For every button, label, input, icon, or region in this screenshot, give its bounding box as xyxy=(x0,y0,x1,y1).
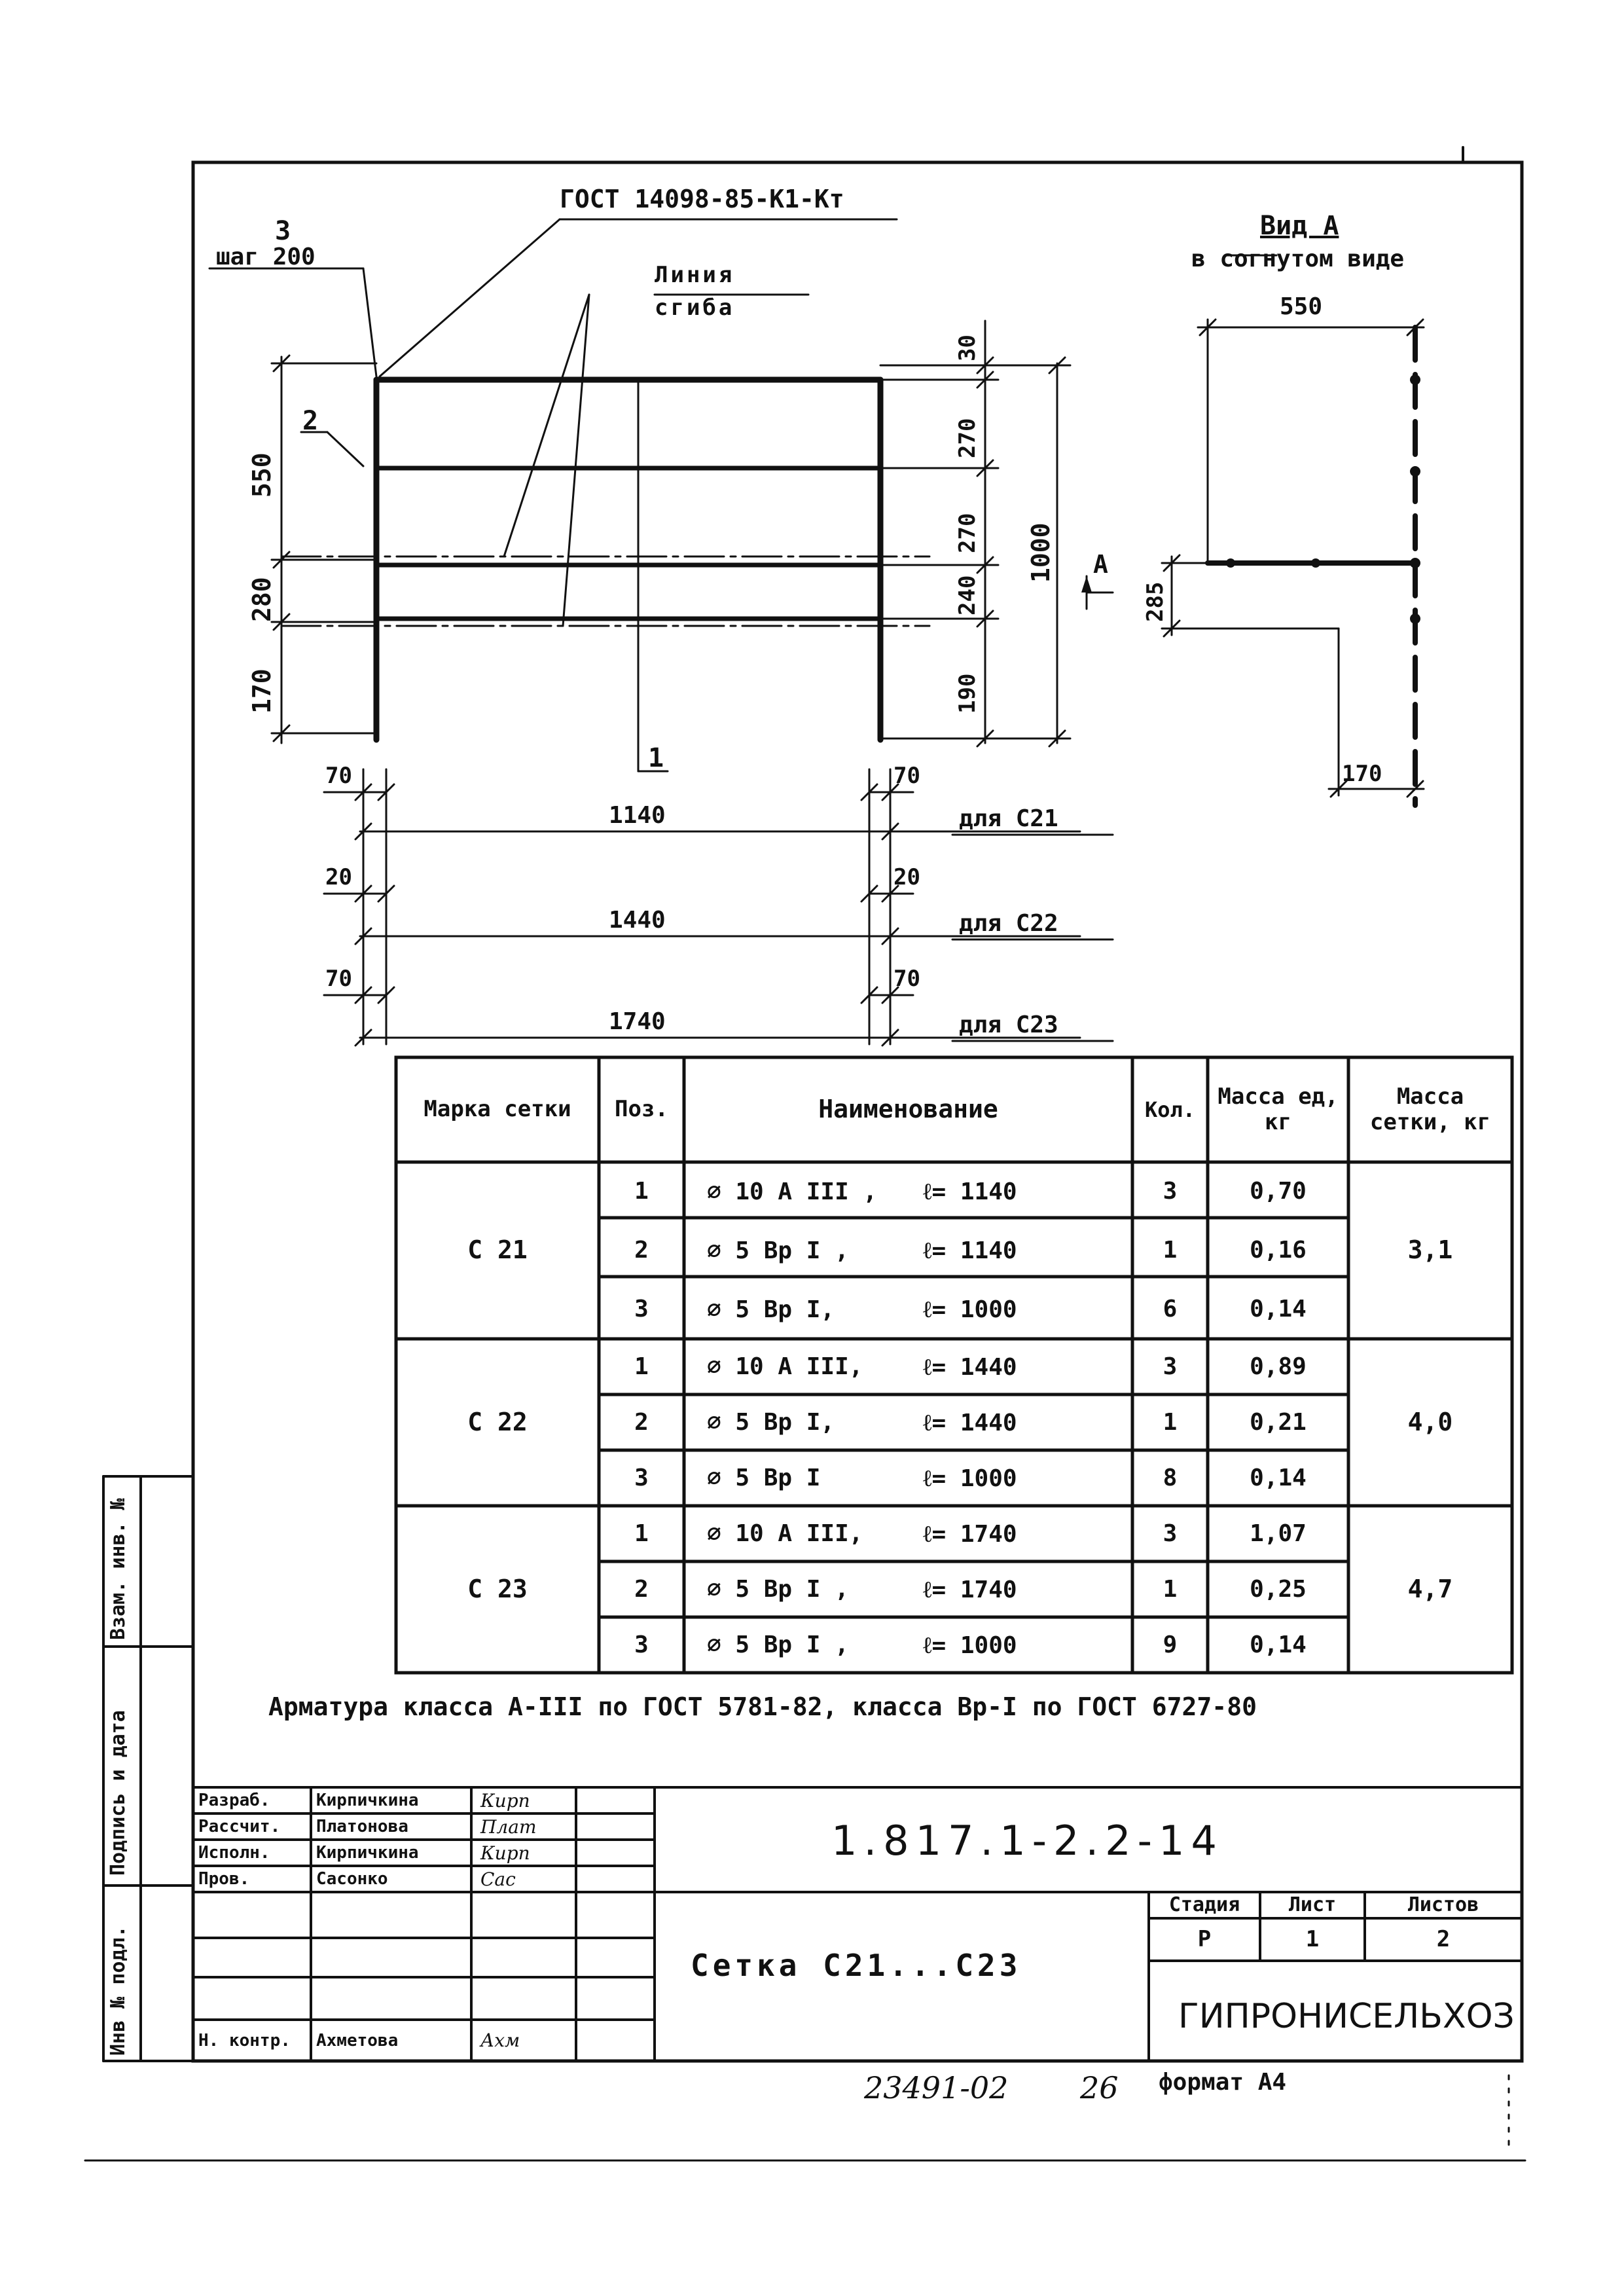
row3-right-offset: 70 xyxy=(893,966,920,992)
stage-label: Стадия xyxy=(1168,1893,1240,1916)
row-pos: 1 xyxy=(634,1353,649,1380)
header-unit-mass: Масса ед, кг xyxy=(1218,1083,1339,1135)
signoff-role xyxy=(194,1892,311,1938)
row-pos: 1 xyxy=(634,1520,649,1547)
row-name: ⌀ 5 Вр I , xyxy=(707,1631,849,1658)
reinforcement-note: Арматура класса А-III по ГОСТ 5781-82, класса Вр-I по ГОСТ 6727-80 xyxy=(268,1692,1257,1721)
row-length: ℓ= 1140 xyxy=(923,1178,1017,1205)
row-unit-mass: 1,07 xyxy=(1250,1520,1307,1547)
view-a-dim-285: 285 xyxy=(1142,581,1168,622)
row2-right-offset: 20 xyxy=(893,864,920,890)
signoff-name: Сасонко xyxy=(316,1869,388,1889)
signoff-signature: Кирп xyxy=(480,1789,530,1812)
mesh-total-mass: 3,1 xyxy=(1407,1235,1453,1265)
bend-line-label-2: сгиба xyxy=(655,295,735,321)
row-length: ℓ= 1740 xyxy=(923,1520,1017,1548)
signoff-signature xyxy=(473,1977,576,2020)
row-qty: 3 xyxy=(1163,1520,1178,1547)
row-unit-mass: 0,14 xyxy=(1250,1296,1307,1323)
view-a-drawing xyxy=(1162,255,1424,805)
mesh-total-mass: 4,7 xyxy=(1407,1574,1453,1603)
row3-left-offset: 70 xyxy=(325,966,352,992)
row-name: ⌀ 5 Вр I , xyxy=(707,1237,849,1264)
row2-left-offset: 20 xyxy=(325,864,352,890)
row-unit-mass: 0,21 xyxy=(1250,1408,1307,1436)
mesh-mark: С 23 xyxy=(467,1574,528,1603)
row-name: ⌀ 10 А III, xyxy=(707,1520,863,1547)
header-qty: Кол. xyxy=(1144,1097,1196,1122)
view-a-bar-sections xyxy=(1226,374,1420,624)
signoff-role xyxy=(194,1938,311,1977)
row-length: ℓ= 1000 xyxy=(923,1465,1017,1492)
row-name: ⌀ 10 А III , xyxy=(707,1178,878,1205)
callout-3: 3 xyxy=(275,216,291,246)
row2-for: для С22 xyxy=(959,910,1058,937)
row-length: ℓ= 1440 xyxy=(923,1409,1017,1436)
row-unit-mass: 0,89 xyxy=(1250,1353,1307,1380)
row-length: ℓ= 1140 xyxy=(923,1237,1017,1264)
row1-right-offset: 70 xyxy=(893,763,920,789)
callout-1: 1 xyxy=(648,743,664,773)
signoff-signature: Ахм xyxy=(480,2030,520,2051)
row-qty: 8 xyxy=(1163,1464,1178,1491)
row-qty: 9 xyxy=(1163,1631,1178,1658)
header-pos: Поз. xyxy=(615,1096,668,1123)
bend-line-label-1: Линия xyxy=(655,262,735,288)
mesh-plan xyxy=(281,380,929,771)
view-a-dim-170: 170 xyxy=(1342,761,1382,787)
standard-reference: ГОСТ 14098-85-К1-Кт xyxy=(560,185,844,213)
row-pos: 3 xyxy=(634,1464,649,1491)
stamp-sign-date: Подпись и дата xyxy=(107,1710,130,1876)
row-name: ⌀ 10 А III, xyxy=(707,1353,863,1380)
view-a-title: Вид А xyxy=(1260,211,1339,241)
row-qty: 6 xyxy=(1163,1296,1178,1323)
dim-1000: 1000 xyxy=(1026,522,1055,583)
row-name: ⌀ 5 Вр I , xyxy=(707,1576,849,1603)
signoff-role xyxy=(194,1977,311,2020)
row1-left-offset: 70 xyxy=(325,763,352,789)
paper-format: формат А4 xyxy=(1159,2069,1287,2096)
dim-30: 30 xyxy=(954,335,981,361)
mesh-mark: С 22 xyxy=(467,1407,528,1436)
row-qty: 1 xyxy=(1163,1408,1178,1436)
dim-550: 550 xyxy=(247,452,276,498)
row-length: ℓ= 1440 xyxy=(923,1353,1017,1381)
signoff-signature: Сас xyxy=(480,1868,516,1890)
signoff-role: Пров. xyxy=(198,1869,250,1889)
signoff-name: Кирпичкина xyxy=(316,1843,419,1863)
row-qty: 1 xyxy=(1163,1575,1178,1603)
view-a-subtitle: в согнутом виде xyxy=(1191,246,1405,272)
row-unit-mass: 0,25 xyxy=(1250,1575,1307,1603)
organization-name: ГИПРОНИСЕЛЬХОЗ xyxy=(1178,1997,1515,2036)
signoff-signature: Кирп xyxy=(480,1842,530,1864)
signoff-role: Н. контр. xyxy=(198,2030,291,2050)
sheet-value: 1 xyxy=(1305,1925,1320,1952)
row-name: ⌀ 5 Вр I, xyxy=(707,1409,835,1436)
row-length: ℓ= 1000 xyxy=(923,1296,1017,1323)
row1-length: 1140 xyxy=(609,802,666,829)
header-mesh-mass: Масса сетки, кг xyxy=(1369,1083,1491,1135)
row-unit-mass: 0,14 xyxy=(1250,1631,1307,1658)
dim-170: 170 xyxy=(247,668,276,714)
row-name: ⌀ 5 Вр I xyxy=(707,1465,821,1491)
drawing-title: Сетка С21...С23 xyxy=(691,1948,1022,1983)
row-qty: 1 xyxy=(1163,1237,1178,1264)
stage-value: Р xyxy=(1197,1925,1212,1952)
row-qty: 3 xyxy=(1163,1353,1178,1380)
dim-270-b: 270 xyxy=(954,513,981,553)
row1-for: для С21 xyxy=(959,805,1058,832)
row2-length: 1440 xyxy=(609,907,666,934)
row-pos: 2 xyxy=(634,1575,649,1603)
signoff-signature xyxy=(473,1938,576,1977)
callout-3-step: шаг 200 xyxy=(216,244,316,270)
row-unit-mass: 0,16 xyxy=(1250,1237,1307,1264)
sheet-label: Лист xyxy=(1288,1893,1337,1916)
row-pos: 3 xyxy=(634,1296,649,1323)
dim-240: 240 xyxy=(954,575,981,615)
mesh-mark: С 21 xyxy=(467,1235,528,1265)
signoff-signature: Плат xyxy=(480,1815,537,1838)
row3-for: для С23 xyxy=(959,1011,1058,1038)
callout-2: 2 xyxy=(302,406,319,436)
row-unit-mass: 0,70 xyxy=(1250,1178,1307,1205)
row-unit-mass: 0,14 xyxy=(1250,1464,1307,1491)
mesh-total-mass: 4,0 xyxy=(1407,1407,1453,1436)
signoff-name xyxy=(312,1977,471,2020)
dim-280: 280 xyxy=(247,577,276,622)
signoff-name: Платонова xyxy=(316,1817,408,1836)
signoff-name xyxy=(312,1938,471,1977)
row-pos: 2 xyxy=(634,1237,649,1264)
dim-270-a: 270 xyxy=(954,418,981,458)
header-name: Наименование xyxy=(818,1095,998,1124)
view-a-arrow-label: А xyxy=(1093,550,1108,579)
row-pos: 1 xyxy=(634,1178,649,1205)
sheets-value: 2 xyxy=(1436,1925,1451,1952)
stamp-inv-original: Инв № подл. xyxy=(107,1925,130,2056)
signoff-name xyxy=(312,1892,471,1938)
view-a-dim-550: 550 xyxy=(1280,293,1323,320)
stamp-replace-inv: Взам. инв. № xyxy=(107,1498,130,1640)
row-length: ℓ= 1740 xyxy=(923,1576,1017,1603)
signoff-signature xyxy=(473,1892,576,1938)
row-name: ⌀ 5 Вр I, xyxy=(707,1296,835,1323)
signoff-role: Разраб. xyxy=(198,1791,270,1810)
row-pos: 2 xyxy=(634,1408,649,1436)
sheets-label: Листов xyxy=(1407,1893,1479,1916)
header-mark: Марка сетки xyxy=(424,1096,571,1123)
signoff-role: Рассчит. xyxy=(198,1817,281,1836)
row-length: ℓ= 1000 xyxy=(923,1631,1017,1659)
signoff-role: Исполн. xyxy=(198,1843,270,1863)
document-number: 1.817.1-2.2-14 xyxy=(831,1817,1223,1865)
dim-190: 190 xyxy=(954,673,981,714)
left-dim-chain xyxy=(272,355,376,743)
archive-number: 23491-02 xyxy=(864,2070,1009,2105)
page-number: 26 xyxy=(1080,2070,1119,2105)
signoff-name: Кирпичкина xyxy=(316,1791,419,1810)
row-pos: 3 xyxy=(634,1631,649,1658)
row-qty: 3 xyxy=(1163,1178,1178,1205)
row3-length: 1740 xyxy=(609,1008,666,1035)
signoff-name: Ахметова xyxy=(316,2030,399,2050)
